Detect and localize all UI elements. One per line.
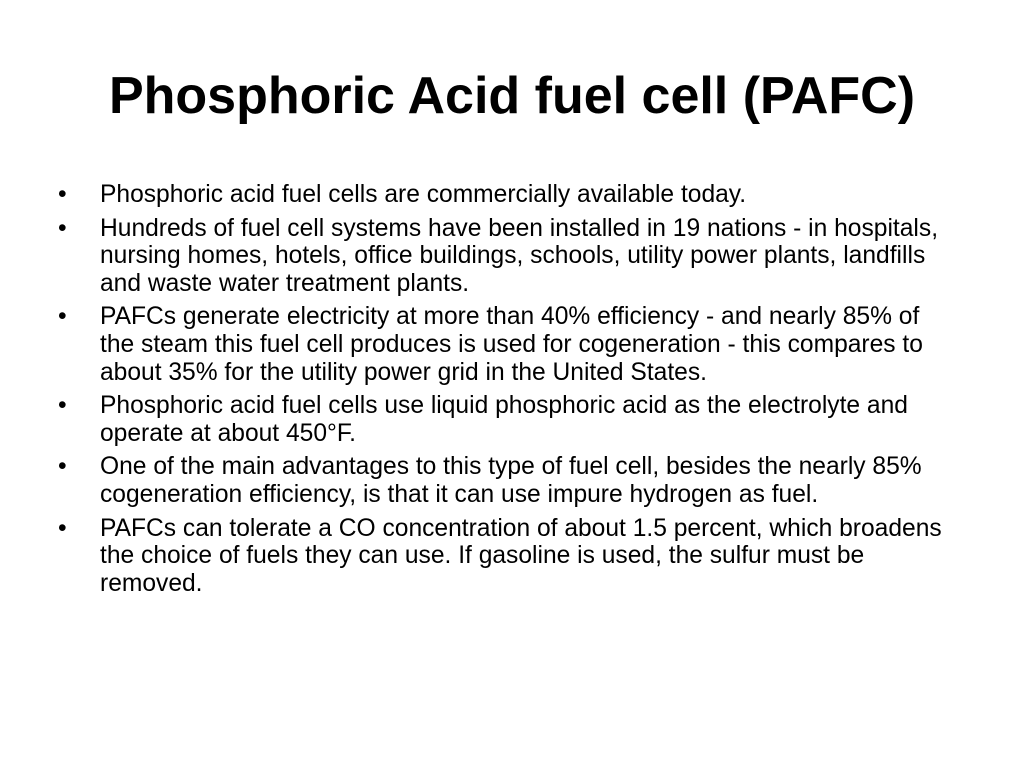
bullet-item [58, 303, 958, 386]
slide-title: Phosphoric Acid fuel cell (PAFC) [108, 67, 916, 125]
bullet-item [58, 453, 958, 508]
bullet-item [58, 181, 958, 209]
bullet-item [58, 215, 958, 298]
bullet-item [58, 515, 958, 598]
bullet-text: Phosphoric acid fuel cells are commercially available today. [100, 181, 747, 208]
bullet-marker: • [58, 181, 67, 208]
bullet-marker: • [58, 514, 67, 542]
bullet-text: PAFCs can tolerate a CO concentration of about 1.5 percent, which broadens the choice of fuels they can use. If gasoline is used, the sulfur must be removed. [100, 514, 942, 597]
bullet-text: One of the main advantages to this type of fuel cell, besides the nearly 85% cogeneration efficiency, is that it can use impure hydrogen as fuel. [100, 453, 922, 508]
bullet-text: PAFCs generate electricity at more than 40% efficiency - and nearly 85% of the steam this fuel cell produces is used for cogeneration - this compares to about 35% for the utility power grid in the United States. [100, 303, 923, 386]
bullet-marker: • [58, 453, 67, 481]
bullet-text: Hundreds of fuel cell systems have been installed in 19 nations - in hospitals, nursing homes, hotels, office buildings, schools, utility power plants, landfills and waste water treatment plants. [100, 214, 939, 297]
bullet-marker: • [58, 214, 67, 242]
bullet-marker: • [58, 392, 67, 420]
bullet-item [58, 392, 958, 447]
bullet-list [58, 181, 958, 603]
bullet-text: Phosphoric acid fuel cells use liquid phosphoric acid as the electrolyte and operate at about 450°F. [100, 392, 908, 447]
bullet-marker: • [58, 303, 67, 331]
